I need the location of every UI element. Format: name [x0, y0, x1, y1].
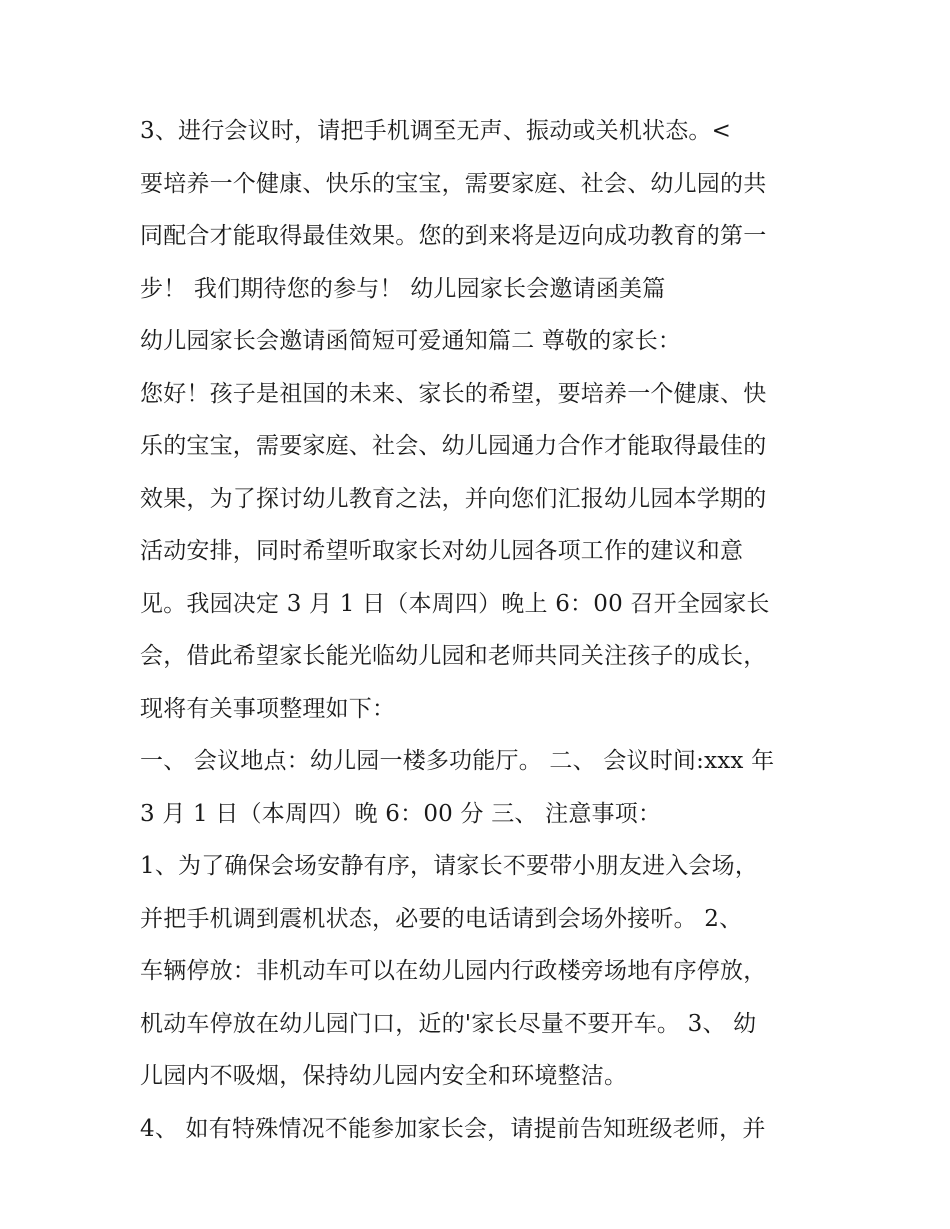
text-line: 您好！孩子是祖国的未来、家长的希望，要培养一个健康、快 — [140, 380, 767, 407]
text-line: 见。我园决定 3 月 1 日（本周四）晚上 6：00 召开全园家长 — [140, 590, 770, 617]
text-line: 机动车停放在幼儿园门口，近的'家长尽量不要开车。 3、 幼 — [140, 1010, 757, 1037]
text-line: 会，借此希望家长能光临幼儿园和老师共同关注孩子的成长， — [140, 643, 767, 669]
text-line: 1、为了确保会场安静有序，请家长不要带小朋友进入会场， — [140, 853, 759, 879]
document-body — [140, 105, 820, 1155]
text-line: 车辆停放：非机动车可以在幼儿园内行政楼旁场地有序停放， — [140, 958, 767, 984]
text-line: 一、 会议地点：幼儿园一楼多功能厅。 二、 会议时间:xxx 年 — [140, 748, 775, 774]
text-line: 效果，为了探讨幼儿教育之法，并向您们汇报幼儿园本学期的 — [140, 485, 767, 512]
text-line: 步！ 我们期待您的参与！ 幼儿园家长会邀请函美篇 — [140, 275, 666, 302]
text-line: 同配合才能取得最佳效果。您的到来将是迈向成功教育的第一 — [140, 223, 767, 249]
text-line: 幼儿园家长会邀请函简短可爱通知篇二 尊敬的家长： — [140, 328, 682, 354]
text-line: 要培养一个健康、快乐的宝宝，需要家庭、社会、幼儿园的共 — [140, 170, 767, 197]
text-line: 3 月 1 日（本周四）晚 6：00 分 三、 注意事项： — [140, 800, 662, 827]
text-line: 乐的宝宝，需要家庭、社会、幼儿园通力合作才能取得最佳的 — [140, 433, 767, 459]
text-line: 3、进行会议时，请把手机调至无声、振动或关机状态。< — [140, 118, 732, 144]
text-line: 并把手机调到震机状态，必要的电话请到会场外接听。 2、 — [140, 905, 743, 932]
text-line: 4、 如有特殊情况不能参加家长会，请提前告知班级老师，并 — [140, 1115, 766, 1142]
text-line: 现将有关事项整理如下： — [140, 695, 396, 722]
text-line: 活动安排，同时希望听取家长对幼儿园各项工作的建议和意 — [140, 538, 744, 564]
text-line: 儿园内不吸烟，保持幼儿园内安全和环境整洁。 — [140, 1063, 628, 1089]
